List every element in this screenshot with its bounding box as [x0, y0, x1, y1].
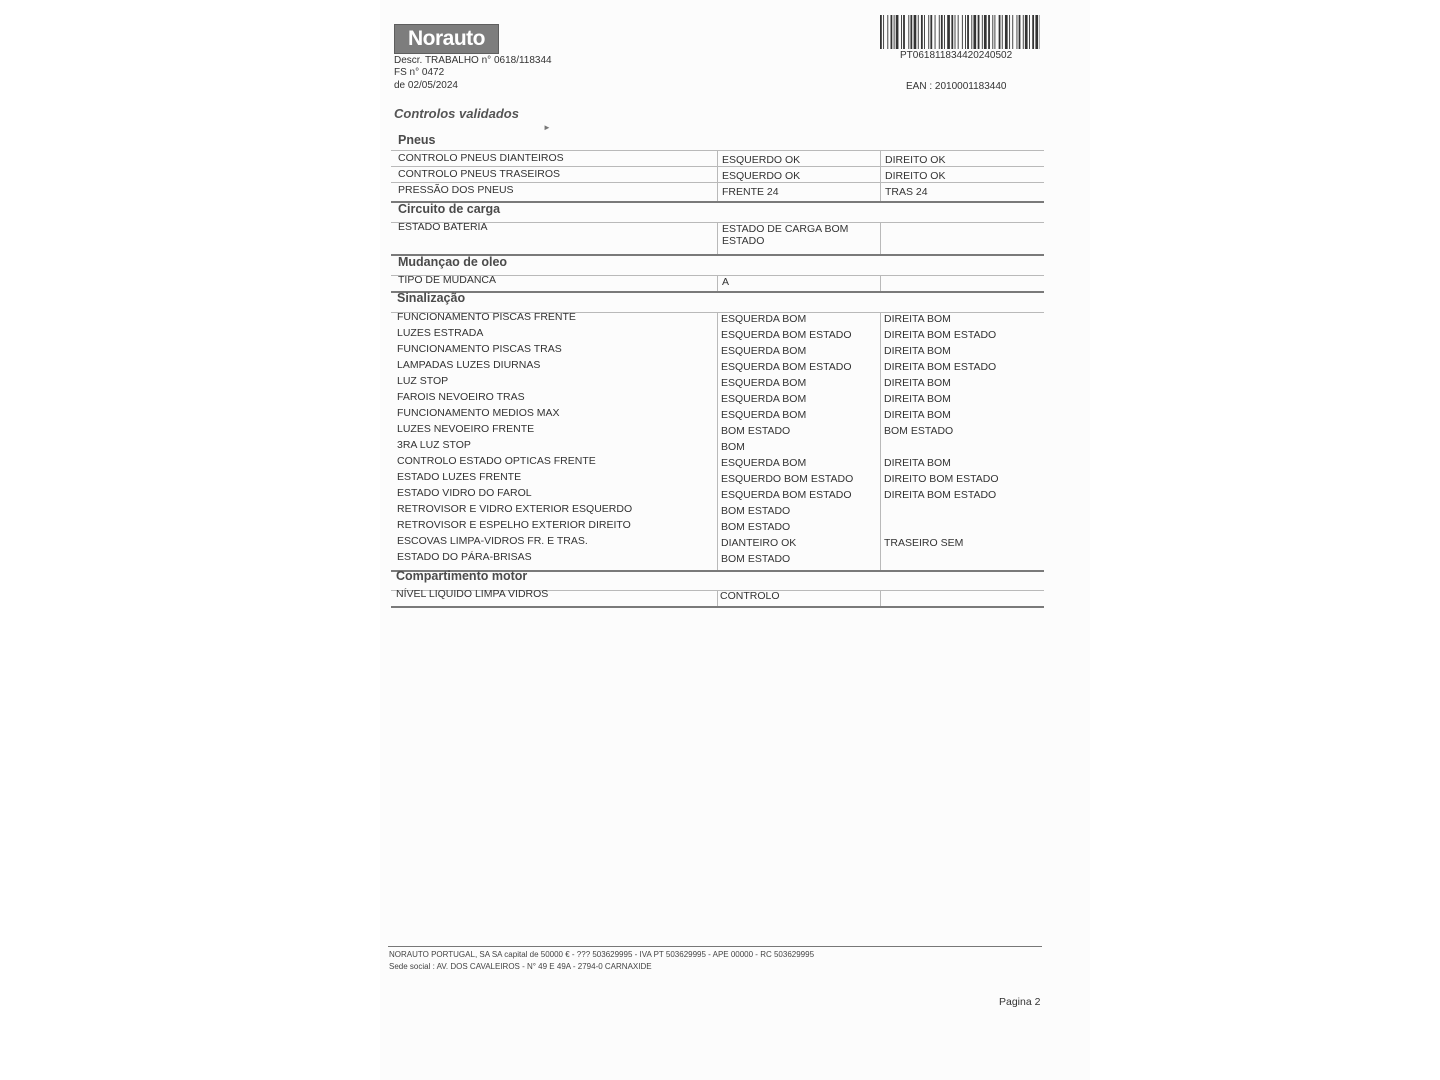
control-value-left: ESQUERDA BOM ESTADO — [721, 361, 852, 373]
section-title: Mudançao de oleo — [398, 255, 508, 269]
control-value-left: BOM ESTADO — [721, 505, 791, 517]
control-label: RETROVISOR E ESPELHO EXTERIOR DIREITO — [397, 519, 631, 531]
control-label: PRESSÃO DOS PNEUS — [398, 184, 514, 196]
control-value-left: A — [722, 276, 730, 288]
job-description: Descr. TRABALHO n° 0618/118344 — [394, 55, 552, 66]
control-value-right: DIREITA BOM — [884, 345, 951, 357]
column-divider — [880, 222, 881, 254]
control-label: FAROIS NEVOEIRO TRAS — [397, 391, 525, 403]
control-value-right: DIREITA BOM ESTADO — [884, 361, 997, 373]
control-label: LUZES NEVOEIRO FRENTE — [397, 423, 535, 435]
section-title: Compartimento motor — [396, 569, 528, 583]
column-divider — [717, 590, 718, 606]
control-value-right: TRASEIRO SEM — [884, 537, 964, 549]
control-value-left: BOM ESTADO — [721, 553, 791, 565]
page-title: Controlos validados — [394, 106, 519, 121]
control-value-left: ESQUERDA BOM — [721, 377, 807, 389]
company-info: NORAUTO PORTUGAL, SA SA capital de 50000 € - ??? 503629995 - IVA PT 503629995 - APE 00000 - RC 503629995 — [389, 950, 815, 959]
column-divider — [880, 275, 881, 291]
control-value-right: DIREITO BOM ESTADO — [884, 473, 999, 485]
column-divider — [717, 312, 718, 570]
column-divider — [880, 312, 881, 570]
column-divider — [717, 275, 718, 291]
barcode-number: PT061811834420240502 — [900, 50, 1013, 61]
control-value-left: ESQUERDA BOM ESTADO — [721, 329, 852, 341]
control-label: 3RA LUZ STOP — [397, 439, 471, 451]
control-value-left: ESQUERDO OK — [722, 170, 801, 182]
control-label: FUNCIONAMENTO MEDIOS MAX — [397, 407, 560, 419]
control-label: CONTROLO ESTADO OPTICAS FRENTE — [397, 455, 596, 467]
arrow-mark-icon: ► — [543, 123, 551, 132]
control-label: CONTROLO PNEUS DIANTEIROS — [398, 152, 564, 164]
company-address: Sede social : AV. DOS CAVALEIROS - N° 49 E 49A - 2794-0 CARNAXIDE — [389, 962, 652, 971]
section-divider — [391, 291, 1044, 293]
control-label: NÍVEL LIQUIDO LIMPA VIDROS — [396, 588, 549, 600]
control-value-left: ESQUERDA BOM ESTADO — [721, 489, 852, 501]
control-value-right: DIREITO OK — [885, 154, 946, 166]
footer-divider — [388, 946, 1042, 947]
fs-number: FS n° 0472 — [394, 67, 445, 78]
control-value-right: DIREITA BOM ESTADO — [884, 329, 997, 341]
control-value-left: ESQUERDA BOM — [721, 457, 807, 469]
control-label: ESTADO LUZES FRENTE — [397, 471, 522, 483]
control-value-right: DIREITO OK — [885, 170, 946, 182]
control-label: ESTADO VIDRO DO FAROL — [397, 487, 532, 499]
control-value-right: DIREITA BOM — [884, 377, 951, 389]
control-value-left-cont: ESTADO — [722, 235, 765, 247]
control-value-right: BOM ESTADO — [884, 425, 954, 437]
control-label: LUZES ESTRADA — [397, 327, 484, 339]
column-divider — [880, 150, 881, 201]
control-value-left: ESQUERDA BOM — [721, 393, 807, 405]
control-label: LAMPADAS LUZES DIURNAS — [397, 359, 541, 371]
barcode-image — [880, 15, 1040, 49]
control-value-right: DIREITA BOM ESTADO — [884, 489, 997, 501]
control-label: CONTROLO PNEUS TRASEIROS — [398, 168, 561, 180]
control-value-left: ESQUERDO BOM ESTADO — [721, 473, 854, 485]
control-value-left: ESQUERDA BOM — [721, 409, 807, 421]
control-value-left: ESQUERDA BOM — [721, 313, 807, 325]
section-divider — [391, 606, 1044, 608]
section-title: Circuito de carga — [398, 202, 501, 216]
ean-code: EAN : 2010001183440 — [906, 81, 1007, 92]
control-label: FUNCIONAMENTO PISCAS TRAS — [397, 343, 562, 355]
column-divider — [880, 590, 881, 606]
control-value-left: ESQUERDO OK — [722, 154, 801, 166]
control-value-left: DIANTEIRO OK — [721, 537, 797, 549]
document-date: de 02/05/2024 — [394, 80, 458, 91]
control-value-right: DIREITA BOM — [884, 313, 951, 325]
control-value-left: ESQUERDA BOM — [721, 345, 807, 357]
control-value-left: BOM — [721, 441, 745, 453]
control-label: FUNCIONAMENTO PISCAS FRENTE — [397, 311, 576, 323]
control-label: TIPO DE MUDANCA — [398, 274, 497, 286]
control-value-right: DIREITA BOM — [884, 409, 951, 421]
column-divider — [717, 150, 718, 201]
control-value-right: DIREITA BOM — [884, 457, 951, 469]
control-label: ESCOVAS LIMPA-VIDROS FR. E TRAS. — [397, 535, 588, 547]
control-value-right: TRAS 24 — [885, 186, 928, 198]
control-value-right: DIREITA BOM — [884, 393, 951, 405]
control-value-left: CONTROLO — [720, 590, 780, 602]
control-label: LUZ STOP — [397, 375, 449, 387]
section-title: Sinalização — [397, 291, 466, 305]
control-label: ESTADO BATERIA — [398, 221, 488, 233]
control-value-left: BOM ESTADO — [721, 425, 791, 437]
control-value-left: ESTADO DE CARGA BOM — [722, 223, 849, 235]
norauto-logo: Norauto — [394, 24, 499, 54]
control-label: ESTADO DO PÁRA-BRISAS — [397, 551, 532, 563]
control-label: RETROVISOR E VIDRO EXTERIOR ESQUERDO — [397, 503, 633, 515]
control-value-left: BOM ESTADO — [721, 521, 791, 533]
section-title: Pneus — [398, 133, 436, 147]
column-divider — [717, 222, 718, 254]
page-number: Pagina 2 — [999, 996, 1041, 1008]
control-value-left: FRENTE 24 — [722, 186, 779, 198]
